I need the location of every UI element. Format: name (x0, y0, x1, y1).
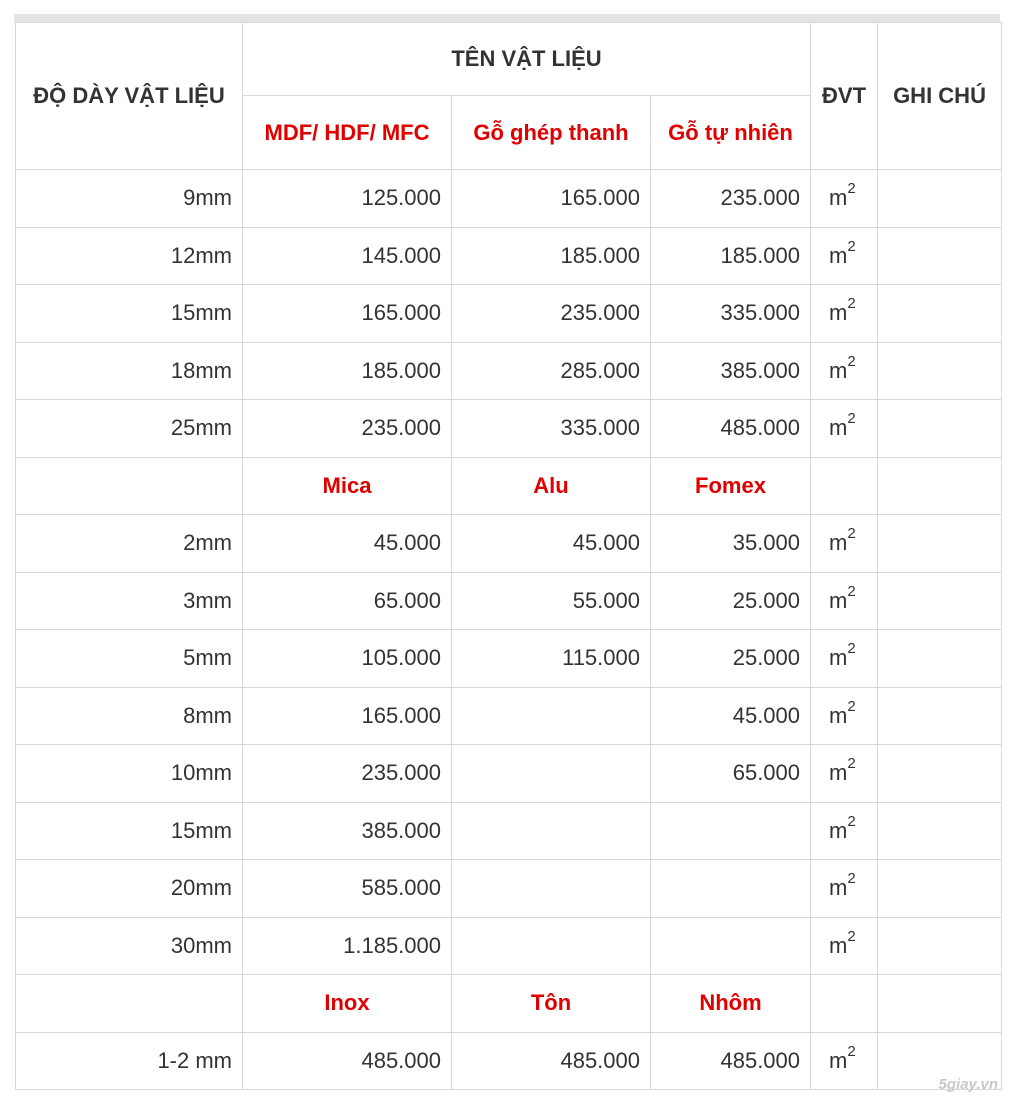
thickness-cell: 10mm (16, 745, 243, 803)
unit-base: m (829, 300, 848, 326)
note-cell (878, 860, 1002, 918)
price-cell: 125.000 (243, 170, 452, 228)
price-cell: 65.000 (243, 572, 452, 630)
note-cell (878, 572, 1002, 630)
unit-exponent: 2 (847, 697, 856, 715)
top-border-bar (14, 14, 1000, 22)
unit-base: m (829, 1047, 848, 1073)
note-cell (878, 170, 1002, 228)
unit-exponent: 2 (847, 180, 856, 198)
price-cell: 1.185.000 (243, 917, 452, 975)
header-material-2: Gỗ ghép thanh (452, 96, 651, 170)
price-cell: 485.000 (243, 1032, 452, 1090)
price-cell: 285.000 (452, 342, 651, 400)
table-row (16, 342, 1002, 400)
price-cell: 385.000 (243, 802, 452, 860)
price-cell: 25.000 (651, 572, 811, 630)
group-unit-empty (811, 457, 878, 515)
thickness-cell: 12mm (16, 227, 243, 285)
price-cell: 485.000 (452, 1032, 651, 1090)
price-cell: 25.000 (651, 630, 811, 688)
unit-cell (811, 917, 878, 975)
price-cell: 165.000 (452, 170, 651, 228)
group-material-3: Fomex (651, 457, 811, 515)
unit-cell (811, 630, 878, 688)
group-material-1: Inox (243, 975, 452, 1033)
header-unit: ĐVT (811, 23, 878, 170)
unit-base: m (829, 357, 848, 383)
unit-exponent: 2 (847, 237, 856, 255)
header-note: GHI CHÚ (878, 23, 1002, 170)
unit-exponent: 2 (847, 295, 856, 313)
unit-base: m (829, 645, 848, 671)
price-table (15, 22, 1002, 1090)
note-cell (878, 802, 1002, 860)
group-note-empty (878, 457, 1002, 515)
price-cell: 185.000 (651, 227, 811, 285)
header-material-1: MDF/ HDF/ MFC (243, 96, 452, 170)
unit-cell (811, 572, 878, 630)
unit-cell (811, 342, 878, 400)
header-row (16, 23, 1002, 96)
price-cell: 45.000 (452, 515, 651, 573)
price-cell: 185.000 (243, 342, 452, 400)
price-cell: 585.000 (243, 860, 452, 918)
price-cell: 45.000 (651, 687, 811, 745)
unit-exponent: 2 (847, 755, 856, 773)
note-cell (878, 687, 1002, 745)
unit-exponent: 2 (847, 1042, 856, 1060)
price-cell: 335.000 (452, 400, 651, 458)
price-cell: 235.000 (452, 285, 651, 343)
thickness-cell: 8mm (16, 687, 243, 745)
group-note-empty (878, 975, 1002, 1033)
group-thickness-empty (16, 975, 243, 1033)
price-cell: 235.000 (651, 170, 811, 228)
note-cell (878, 285, 1002, 343)
unit-cell (811, 687, 878, 745)
price-cell: 185.000 (452, 227, 651, 285)
unit-exponent: 2 (847, 410, 856, 428)
unit-base: m (829, 932, 848, 958)
unit-cell (811, 860, 878, 918)
note-cell (878, 515, 1002, 573)
note-cell (878, 400, 1002, 458)
table-row (16, 630, 1002, 688)
price-cell: 235.000 (243, 400, 452, 458)
price-cell (452, 917, 651, 975)
unit-base: m (829, 702, 848, 728)
thickness-cell: 30mm (16, 917, 243, 975)
thickness-cell: 20mm (16, 860, 243, 918)
table-row (16, 802, 1002, 860)
table-row (16, 687, 1002, 745)
watermark-logo: 5giay.vn (938, 1076, 998, 1093)
group-thickness-empty (16, 457, 243, 515)
unit-cell (811, 285, 878, 343)
header-material-name: TÊN VẬT LIỆU (243, 23, 811, 96)
group-material-1: Mica (243, 457, 452, 515)
table-row (16, 917, 1002, 975)
unit-cell (811, 227, 878, 285)
price-cell: 385.000 (651, 342, 811, 400)
price-cell (452, 687, 651, 745)
price-cell (452, 745, 651, 803)
group-material-3: Nhôm (651, 975, 811, 1033)
thickness-cell: 1-2 mm (16, 1032, 243, 1090)
unit-exponent: 2 (847, 812, 856, 830)
unit-cell (811, 515, 878, 573)
price-cell: 55.000 (452, 572, 651, 630)
note-cell (878, 745, 1002, 803)
table-row (16, 860, 1002, 918)
note-cell (878, 342, 1002, 400)
price-cell: 335.000 (651, 285, 811, 343)
table-row (16, 285, 1002, 343)
thickness-cell: 5mm (16, 630, 243, 688)
table-row (16, 227, 1002, 285)
unit-exponent: 2 (847, 582, 856, 600)
material-group-row (16, 457, 1002, 515)
table-row (16, 170, 1002, 228)
price-table-body (16, 23, 1002, 1090)
unit-cell (811, 1032, 878, 1090)
price-cell (651, 917, 811, 975)
price-cell: 115.000 (452, 630, 651, 688)
table-row (16, 572, 1002, 630)
price-cell: 145.000 (243, 227, 452, 285)
price-cell: 165.000 (243, 285, 452, 343)
note-cell (878, 917, 1002, 975)
thickness-cell: 25mm (16, 400, 243, 458)
thickness-cell: 18mm (16, 342, 243, 400)
price-cell: 485.000 (651, 1032, 811, 1090)
price-cell: 235.000 (243, 745, 452, 803)
group-unit-empty (811, 975, 878, 1033)
unit-base: m (829, 875, 848, 901)
unit-base: m (829, 817, 848, 843)
unit-exponent: 2 (847, 927, 856, 945)
unit-exponent: 2 (847, 352, 856, 370)
unit-cell (811, 745, 878, 803)
price-cell: 35.000 (651, 515, 811, 573)
price-cell: 105.000 (243, 630, 452, 688)
header-material-3: Gỗ tự nhiên (651, 96, 811, 170)
unit-cell (811, 802, 878, 860)
thickness-cell: 9mm (16, 170, 243, 228)
unit-exponent: 2 (847, 525, 856, 543)
price-cell: 65.000 (651, 745, 811, 803)
thickness-cell: 15mm (16, 802, 243, 860)
group-material-2: Alu (452, 457, 651, 515)
unit-base: m (829, 760, 848, 786)
thickness-cell: 3mm (16, 572, 243, 630)
table-row (16, 1032, 1002, 1090)
thickness-cell: 2mm (16, 515, 243, 573)
price-cell: 485.000 (651, 400, 811, 458)
unit-base: m (829, 185, 848, 211)
unit-base: m (829, 242, 848, 268)
unit-cell (811, 170, 878, 228)
note-cell (878, 227, 1002, 285)
unit-base: m (829, 415, 848, 441)
price-cell (651, 860, 811, 918)
table-row (16, 745, 1002, 803)
thickness-cell: 15mm (16, 285, 243, 343)
unit-base: m (829, 530, 848, 556)
unit-exponent: 2 (847, 640, 856, 658)
unit-base: m (829, 587, 848, 613)
price-cell (651, 802, 811, 860)
price-cell (452, 860, 651, 918)
header-thickness: ĐỘ DÀY VẬT LIỆU (16, 23, 243, 170)
group-material-2: Tôn (452, 975, 651, 1033)
price-cell: 45.000 (243, 515, 452, 573)
unit-exponent: 2 (847, 870, 856, 888)
table-row (16, 515, 1002, 573)
table-row (16, 400, 1002, 458)
unit-cell (811, 400, 878, 458)
note-cell (878, 630, 1002, 688)
price-cell: 165.000 (243, 687, 452, 745)
price-cell (452, 802, 651, 860)
material-group-row (16, 975, 1002, 1033)
